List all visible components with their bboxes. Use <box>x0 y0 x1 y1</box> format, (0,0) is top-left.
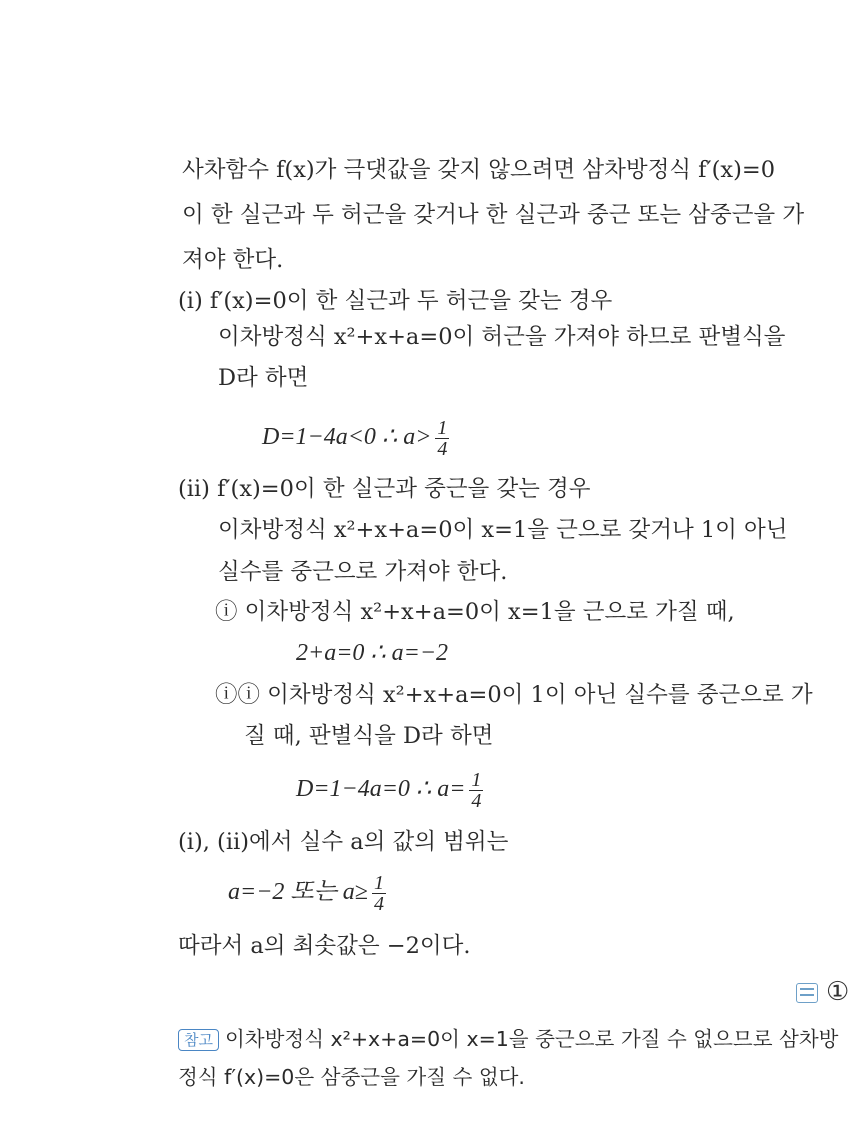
fraction-3 <box>372 873 386 914</box>
subcase-1-heading: ⓘ 이차방정식 x²+x+a=0이 x=1을 근으로 가질 때, <box>215 599 735 625</box>
note-text-1: 이차방정식 x²+x+a=0이 x=1을 중근으로 가질 수 없으므로 삼차방 <box>224 1027 839 1051</box>
conclusion-line: (ⅰ), (ⅱ)에서 실수 a의 값의 범위는 <box>178 829 509 855</box>
text-line-6: D라 하면 <box>218 365 309 391</box>
note-line-2: 정식 f′(x)=0은 삼중근을 가질 수 없다. <box>178 1065 525 1089</box>
fraction-1-den: 4 <box>437 438 448 460</box>
fraction-2-num: 1 <box>471 769 482 791</box>
equation-3-text: D=1−4a=0 ∴ a= <box>296 776 466 803</box>
equation-4-text: a=−2 또는 a≥ <box>228 879 368 906</box>
text-line-2: 이 한 실근과 두 허근을 갖거나 한 실근과 중근 또는 삼중근을 가 <box>182 202 805 228</box>
text-line-9: 이차방정식 x²+x+a=0이 x=1을 근으로 갖거나 1이 아닌 <box>218 517 788 543</box>
fraction-3-num: 1 <box>373 872 384 894</box>
text-line-1: 사차함수 f(x)가 극댓값을 갖지 않으려면 삼차방정식 f′(x)=0 <box>182 157 776 183</box>
answer-value: ① <box>826 977 850 1007</box>
equation-2: 2+a=0 ∴ a=−2 <box>296 640 449 666</box>
equation-4 <box>228 873 386 914</box>
fraction-2 <box>469 770 483 811</box>
equation-1-text: D=1−4a<0 ∴ a> <box>262 424 432 451</box>
equation-1 <box>262 418 449 459</box>
final-line: 따라서 a의 최솟값은 −2이다. <box>178 933 471 959</box>
note-line-1 <box>178 1024 838 1054</box>
answer-mark <box>796 977 849 1007</box>
note-badge: 참고 <box>178 1029 219 1051</box>
answer-icon <box>796 983 818 1003</box>
case-2-heading: (ⅱ) f′(x)=0이 한 실근과 중근을 갖는 경우 <box>178 476 591 502</box>
equation-3 <box>296 770 483 811</box>
text-line-10: 실수를 중근으로 가져야 한다. <box>218 559 508 585</box>
text-line-5: 이차방정식 x²+x+a=0이 허근을 가져야 하므로 판별식을 <box>218 324 786 350</box>
subcase-2-heading: ⓘⓘ 이차방정식 x²+x+a=0이 1이 아닌 실수를 중근으로 가 <box>215 682 813 708</box>
fraction-3-den: 4 <box>373 893 384 915</box>
fraction-1 <box>435 418 449 459</box>
fraction-1-num: 1 <box>437 417 448 439</box>
case-1-heading: (ⅰ) f′(x)=0이 한 실근과 두 허근을 갖는 경우 <box>178 288 613 314</box>
fraction-2-den: 4 <box>471 790 482 812</box>
text-line-14: 질 때, 판별식을 D라 하면 <box>244 723 494 749</box>
text-line-3: 져야 한다. <box>182 247 284 273</box>
